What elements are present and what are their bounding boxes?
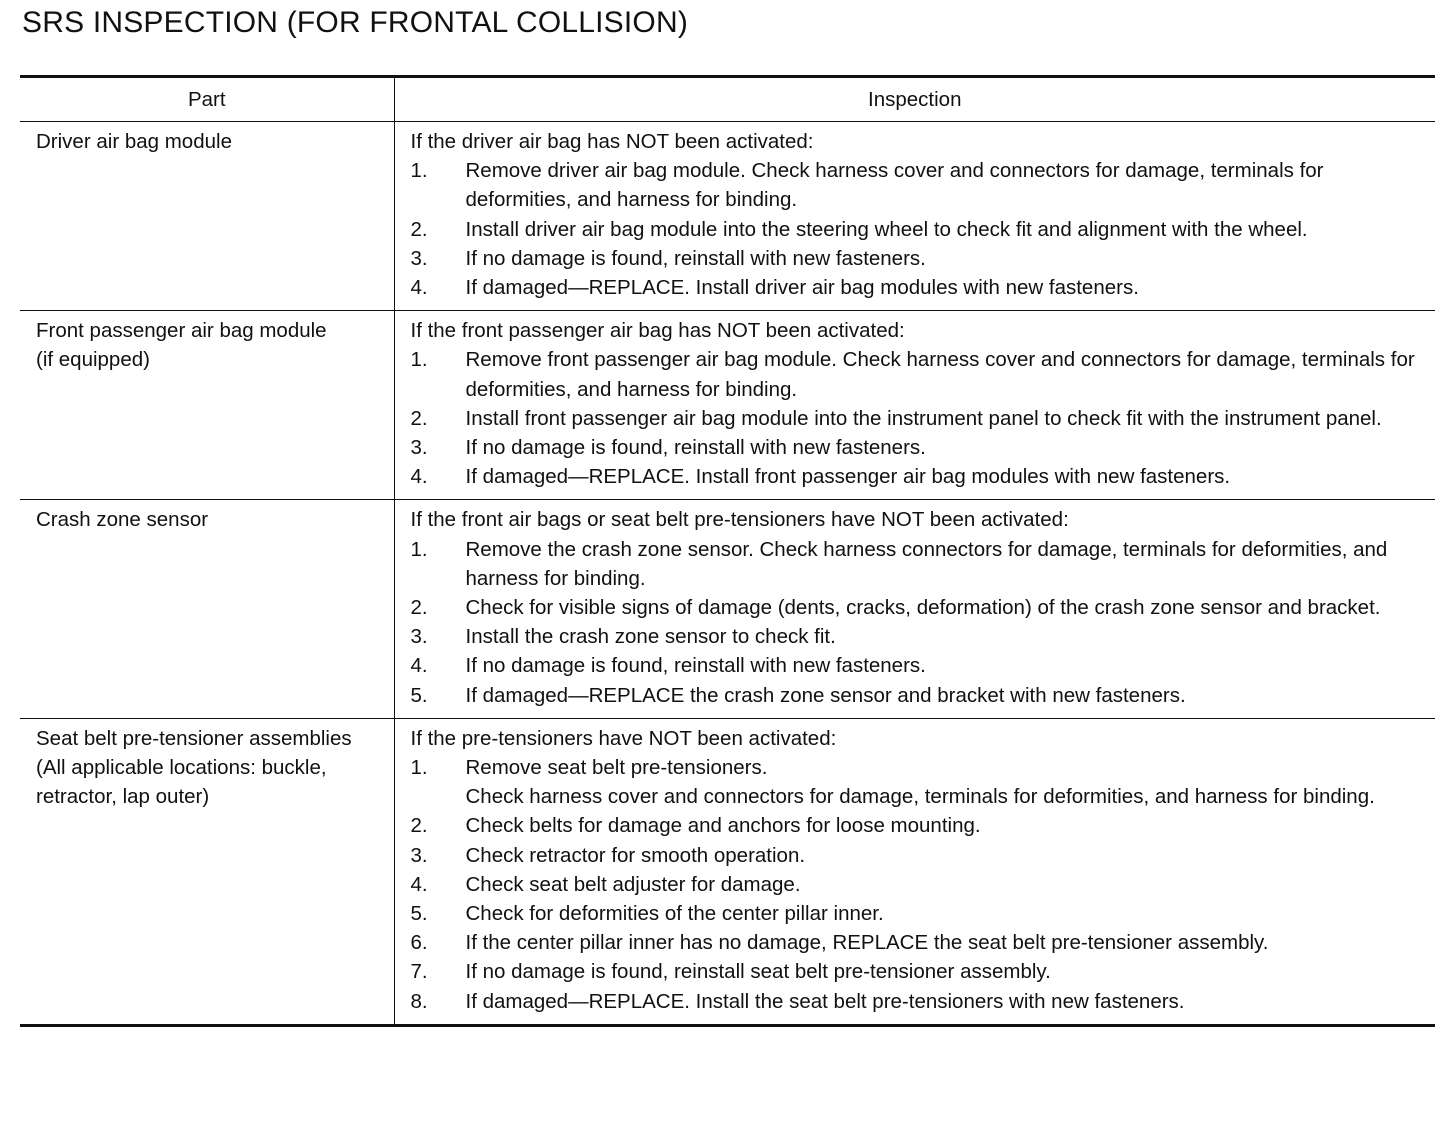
inspection-step xyxy=(411,433,1432,462)
step-number: 5. xyxy=(410,902,428,926)
step-text: If no damage is found, reinstall seat belt pre-tensioner assembly. xyxy=(465,960,1051,984)
part-name: Seat belt pre-tensioner assemblies xyxy=(36,726,352,750)
step-number: 2. xyxy=(410,217,428,241)
step-text: If the center pillar inner has no damage, REPLACE the seat belt pre-tensioner assembly. xyxy=(465,931,1269,955)
step-text-block xyxy=(466,433,1432,462)
inspection-step xyxy=(411,345,1432,403)
step-text-block xyxy=(466,899,1432,928)
step-text-block xyxy=(466,345,1432,403)
table-row xyxy=(20,311,1435,500)
inspection-step xyxy=(411,404,1432,433)
part-name: Driver air bag module xyxy=(36,130,232,153)
step-text-block xyxy=(466,156,1432,214)
inspection-cell xyxy=(394,122,1435,311)
step-number: 1. xyxy=(410,159,428,183)
step-number: 4. xyxy=(410,276,428,300)
inspection-step xyxy=(411,156,1432,214)
inspection-table xyxy=(20,75,1435,1027)
inspection-step xyxy=(411,987,1432,1016)
inspection-step xyxy=(411,811,1432,840)
step-text-block xyxy=(466,404,1432,433)
inspection-condition: If the front passenger air bag has NOT been activated: xyxy=(410,319,905,343)
inspection-step xyxy=(411,753,1432,811)
step-text: If no damage is found, reinstall with new fasteners. xyxy=(465,246,926,270)
step-number: 1. xyxy=(410,537,428,561)
step-number: 3. xyxy=(410,843,428,867)
step-text-block xyxy=(466,215,1432,244)
inspection-step xyxy=(411,215,1432,244)
step-number: 2. xyxy=(410,406,428,430)
step-text-block xyxy=(466,870,1432,899)
inspection-steps xyxy=(411,345,1432,491)
part-cell xyxy=(20,718,394,1025)
inspection-condition: If the front air bags or seat belt pre-tensioners have NOT been activated: xyxy=(410,508,1069,532)
table-header-row xyxy=(20,77,1435,122)
inspection-step xyxy=(411,957,1432,986)
step-number: 2. xyxy=(410,596,428,620)
step-text: Remove the crash zone sensor. Check harness connectors for damage, terminals for deformities, and harness for binding. xyxy=(465,537,1388,590)
inspection-cell xyxy=(394,311,1435,500)
step-text: Check belts for damage and anchors for loose mounting. xyxy=(465,814,981,838)
inspection-step xyxy=(411,651,1432,680)
step-text: Remove driver air bag module. Check harness cover and connectors for damage, terminals for deformities, and harness for binding. xyxy=(465,159,1324,212)
step-number: 1. xyxy=(410,756,428,780)
inspection-step xyxy=(411,681,1432,710)
step-text-block xyxy=(466,957,1432,986)
step-text-block xyxy=(466,753,1432,811)
step-text: Check for visible signs of damage (dents, cracks, deformation) of the crash zone sensor and bracket. xyxy=(465,596,1381,620)
step-number: 3. xyxy=(410,246,428,270)
inspection-cell xyxy=(394,718,1435,1025)
step-text: If damaged—REPLACE. Install front passenger air bag modules with new fasteners. xyxy=(465,465,1231,489)
inspection-step xyxy=(411,928,1432,957)
part-name: (All applicable locations: buckle, retractor, lap outer) xyxy=(36,756,327,809)
inspection-step xyxy=(411,593,1432,622)
step-number: 5. xyxy=(410,683,428,707)
inspection-step xyxy=(411,899,1432,928)
step-text-block xyxy=(466,462,1432,491)
part-name: Front passenger air bag module xyxy=(36,319,327,343)
step-number: 1. xyxy=(410,348,428,372)
page-title: SRS INSPECTION (FOR FRONTAL COLLISION) xyxy=(22,6,689,39)
step-text-block xyxy=(466,651,1432,680)
inspection-step xyxy=(411,244,1432,273)
step-text-block xyxy=(466,841,1432,870)
step-text-block xyxy=(466,928,1432,957)
step-text: Check seat belt adjuster for damage. xyxy=(465,872,801,896)
part-name: Crash zone sensor xyxy=(36,508,209,532)
table-row xyxy=(20,500,1435,718)
step-number: 4. xyxy=(410,872,428,896)
step-text-block xyxy=(466,811,1432,840)
step-text-block xyxy=(466,987,1432,1016)
step-text-block xyxy=(466,622,1432,651)
inspection-steps xyxy=(411,753,1432,1016)
step-text: If no damage is found, reinstall with new fasteners. xyxy=(465,436,926,460)
step-text-block xyxy=(466,244,1432,273)
step-number: 6. xyxy=(410,931,428,955)
step-text: If damaged—REPLACE. Install driver air bag modules with new fasteners. xyxy=(465,276,1139,300)
step-number: 3. xyxy=(410,625,428,649)
inspection-step xyxy=(411,535,1432,593)
inspection-cell xyxy=(394,500,1435,718)
inspection-column-header: Inspection xyxy=(394,77,1435,122)
step-text: Remove front passenger air bag module. Check harness cover and connectors for damage, terminals for deformities, and harness for binding. xyxy=(465,348,1415,401)
inspection-condition: If the driver air bag has NOT been activated: xyxy=(410,130,814,153)
part-column-header: Part xyxy=(20,77,394,122)
step-text: If damaged—REPLACE. Install the seat belt pre-tensioners with new fasteners. xyxy=(465,989,1185,1013)
step-number: 8. xyxy=(410,989,428,1013)
table-row xyxy=(20,122,1435,311)
step-number: 7. xyxy=(410,960,428,984)
step-number: 2. xyxy=(410,814,428,838)
step-text: Install the crash zone sensor to check fit. xyxy=(465,625,836,649)
part-name: (if equipped) xyxy=(36,348,150,372)
table-row xyxy=(20,718,1435,1025)
part-cell xyxy=(20,311,394,500)
step-text: If no damage is found, reinstall with new fasteners. xyxy=(465,654,926,678)
inspection-condition: If the pre-tensioners have NOT been activated: xyxy=(410,726,837,750)
inspection-step xyxy=(411,273,1432,302)
step-text: Check retractor for smooth operation. xyxy=(465,843,806,867)
inspection-step xyxy=(411,622,1432,651)
step-number: 4. xyxy=(410,654,428,678)
step-text-block xyxy=(466,681,1432,710)
step-text-block xyxy=(466,535,1432,593)
step-text: Check harness cover and connectors for damage, terminals for deformities, and harness for binding. xyxy=(465,785,1375,809)
inspection-step xyxy=(411,841,1432,870)
step-text: Check for deformities of the center pillar inner. xyxy=(465,902,884,926)
inspection-steps xyxy=(411,535,1432,710)
step-text-block xyxy=(466,593,1432,622)
step-number: 3. xyxy=(410,436,428,460)
part-cell xyxy=(20,500,394,718)
inspection-step xyxy=(411,462,1432,491)
part-cell xyxy=(20,122,394,311)
step-text-block xyxy=(466,273,1432,302)
step-number: 4. xyxy=(410,465,428,489)
inspection-step xyxy=(411,870,1432,899)
step-text: If damaged—REPLACE the crash zone sensor and bracket with new fasteners. xyxy=(465,683,1186,707)
step-text: Remove seat belt pre-tensioners. xyxy=(465,756,768,780)
inspection-steps xyxy=(411,156,1432,302)
table-body xyxy=(20,122,1435,1026)
step-text: Install front passenger air bag module into the instrument panel to check fit with the instrument panel. xyxy=(465,406,1382,430)
step-text: Install driver air bag module into the steering wheel to check fit and alignment with the wheel. xyxy=(465,217,1308,241)
